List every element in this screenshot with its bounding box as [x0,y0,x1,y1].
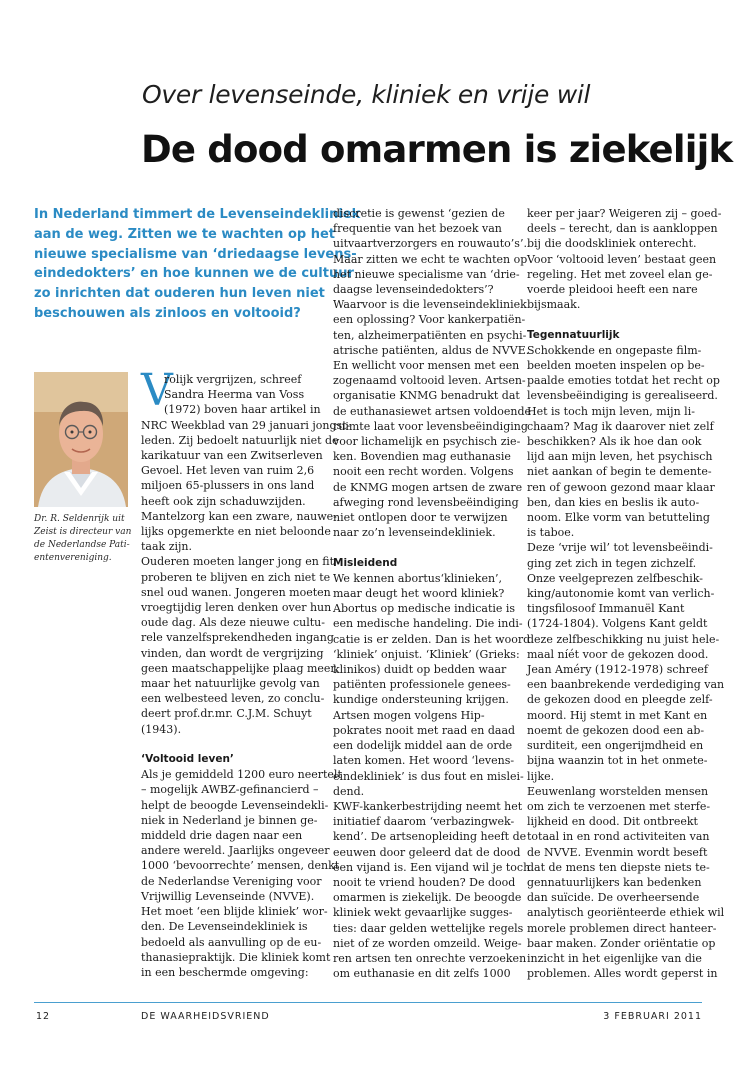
caption-line: entenvereniging. [34,553,112,563]
subhead-tegennatuurlijk: Tegennatuurlijk [527,328,620,341]
text-line: een medische handeling. Die indi- [333,617,523,631]
text-line: omarmen is ziekelijk. De beoogde [333,891,522,905]
text-line: vinden, dan wordt de vergrijzing [141,646,324,660]
text-line: baar maken. Zonder oriëntatie op [527,936,716,950]
text-line: thanasiepraktijk. Die kliniek komt [141,950,331,964]
subhead-misleidend: Misleidend [333,556,398,569]
text-line: niek in Nederland je binnen ge- [141,813,318,827]
text-line: naar zo’n levenseindekliniek. [333,526,496,540]
text-line: gennatuurlijkers kan bedenken [527,875,702,889]
text-line: Waarvoor is die levenseindekliniek [333,298,527,312]
text-line: rolijk vergrijzen, schreef [164,373,302,386]
text-line: daagse levenseindedokters’? [333,283,494,297]
text-line: andere wereld. Jaarlijks ongeveer [141,844,330,858]
text-line: een dodelijk middel aan de orde [333,739,513,753]
text-line: dan suïcide. De overheersende [527,891,700,905]
text-line: We kennen abortus‘klinieken’, [333,571,503,585]
text-line: voerde pleidooi heeft een nare [527,283,698,297]
text-line: het nieuwe specialisme van ‘drie- [333,267,520,281]
text-line: ben, dan kies en beslis ik auto- [527,495,700,509]
text-line: taak zijn. [141,540,193,554]
text-line: heeft ook zijn schaduwzijden. [141,494,306,508]
text-line: Het is toch mijn leven, mijn li- [527,404,695,418]
text-line: keer per jaar? Weigeren zij – goed- [527,207,722,220]
text-line: kend’. De artsenopleiding heeft de [333,830,527,844]
text-line: leden. Zij bedoelt natuurlijk niet de [141,433,339,447]
subhead-voltooid-leven: ‘Voltooid leven’ [141,753,234,766]
article-column-2 [333,206,531,981]
text-line: paalde emoties totdat het recht op [527,374,720,388]
text-line: deert prof.dr.mr. C.J.M. Schuyt [141,707,312,721]
text-line: klinikos) duidt op bedden waar [333,663,507,677]
col1-body [141,767,350,980]
text-line: bijsmaak. [527,298,581,312]
footer-rule [34,1002,702,1003]
lead-line: aan de weg. Zitten we te wachten op het [34,226,335,242]
text-line: kundige ondersteuning krijgen. [333,693,509,707]
text-line: dat de mens ten diepste niets te- [527,860,710,874]
text-line: laten komen. Het woord ‘levens- [333,754,515,768]
text-line: problemen. Alles wordt geperst in [527,967,718,981]
text-line: Als je gemiddeld 1200 euro neertelt [141,768,342,782]
caption-line: de Nederlandse Pati- [34,540,130,550]
text-line: Gevoel. Het leven van ruim 2,6 [141,464,315,478]
text-line: Abortus op medische indicatie is [333,602,516,616]
text-line: (1943). [141,722,182,736]
text-line: tingsfilosoof Immanuël Kant [527,602,685,616]
text-line: middeld drie dagen naar een [141,829,303,843]
text-line: deels – terecht, dan is aankloppen [527,222,718,236]
col3-part2 [527,343,724,982]
text-line: een vijand is. Een vijand wil je toch [333,860,531,874]
text-line: Jean Améry (1912-1978) schreef [527,663,708,677]
author-portrait-image [34,372,128,507]
issue-date: 3 FEBRUARI 2011 [603,1011,702,1022]
text-line: de NVVE. Evenmin wordt beseft [527,845,708,859]
text-line: Schokkende en ongepaste film- [527,343,702,357]
text-line: een welbesteed leven, zo conclu- [141,692,325,706]
text-line: niet of ze worden omzeild. Weige- [333,936,522,950]
lead-line: zo inrichten dat ouderen hun leven niet [34,286,325,302]
text-line: vroegtijdig leren denken over hun [141,601,332,615]
text-line: frequentie van het bezoek van [333,222,502,236]
text-line: den. De Levenseindekliniek is [141,920,308,934]
text-line: rele vanzelfsprekendheden ingang [141,631,334,645]
text-line: bijna waanzin tot in het onmete- [527,754,708,768]
article-column-1 [141,372,350,980]
text-line: Voor ‘voltooid leven’ bestaat geen [527,252,717,266]
col3-part1 [527,206,724,312]
text-line: regeling. Het met zoveel elan ge- [527,267,713,281]
text-line: Vrijwillig Levenseinde (NVVE). [141,889,315,903]
text-line: king/autonomie komt van verlich- [527,587,715,601]
text-line: maal níét voor de gekozen dood. [527,647,709,661]
text-line: inzicht in het eigenlijke van die [527,951,702,965]
text-line: ging zet zich in tegen zichzelf. [527,556,697,570]
text-line: kliniek wekt gevaarlijke sugges- [333,906,513,920]
text-line: proberen te blijven en zich niet te [141,570,331,584]
text-line: lijke. [527,769,555,783]
text-line: een baanbrekende verdediging van [527,678,725,692]
text-line: miljoen 65-plussers in ons land [141,479,315,493]
text-line: – mogelijk AWBZ-gefinancierd – [141,783,319,797]
text-line: afweging rond levensbeëindiging [333,495,519,509]
text-line: niet ontlopen door te verwijzen [333,511,508,525]
lead-paragraph [34,205,361,324]
caption-line: Dr. R. Seldenrijk uit [34,514,125,524]
text-line: ‘kliniek’ onjuist. ‘Kliniek’ (Grieks: [333,647,520,661]
caption-line: Zeist is directeur van [34,527,132,537]
text-line: deze zelfbeschikking nu juist hele- [527,632,720,646]
text-line: morele problemen direct hanteer- [527,921,717,935]
text-line: chaam? Mag ik daarover niet zelf [527,419,714,433]
text-line: maar het natuurlijke gevolg van [141,677,320,691]
text-line: de gekozen dood en pleegde zelf- [527,693,713,707]
text-line: de euthanasiewet artsen voldoende [333,404,531,418]
text-line: is taboe. [527,526,575,540]
page-number: 12 [36,1011,51,1022]
text-line: KWF-kankerbestrijding neemt het [333,799,523,813]
text-line: Ouderen moeten langer jong en fit [141,555,335,569]
col1-intro [141,372,350,737]
text-line: snel oud wanen. Jongeren moeten [141,585,331,599]
text-line: En wellicht voor mensen met een [333,359,520,373]
text-line: ren of gewoon gezond maar klaar [527,480,715,494]
text-line: zogenaamd voltooid leven. Artsen- [333,374,526,388]
text-line: ren artsen ten onrechte verzoeken [333,951,527,965]
text-line: totaal in en rond activiteiten van [527,830,710,844]
text-line: analytisch georiënteerde ethiek wil [527,906,725,920]
text-line: Onze veelgeprezen zelfbeschik- [527,571,703,585]
text-line: geen maatschappelijke plaag meer, [141,661,338,675]
text-line: nooit een recht worden. Volgens [333,465,514,479]
text-line: Deze ‘vrije wil’ tot levensbeëindi- [527,541,713,555]
text-line: eindekliniek’ is dus fout en mislei- [333,769,524,783]
text-line: nooit te vriend houden? De dood [333,875,516,889]
text-line: levensbeëindiging is gerealiseerd. [527,389,718,403]
text-line: bedoeld als aanvulling op de eu- [141,935,322,949]
text-line: patiënten professionele genees- [333,678,511,692]
text-line: ruimte laat voor levensbeëindiging [333,419,528,433]
text-line: (1724-1804). Volgens Kant geldt [527,617,708,631]
text-line: de Nederlandse Vereniging voor [141,874,322,888]
text-line: ten, alzheimerpatiënten en psychi- [333,328,527,342]
text-line: de KNMG mogen artsen de zware [333,480,523,494]
text-line: Eeuwenlang worstelden mensen [527,784,709,798]
text-line: beschikken? Als ik hoe dan ook [527,435,702,449]
text-line: om euthanasie en dit zelfs 1000 [333,967,511,981]
text-line: een oplossing? Voor kankerpatiën- [333,313,526,327]
col2-part2 [333,571,531,981]
text-line: lijd aan mijn leven, het psychisch [527,450,713,464]
publication-name: DE WAARHEIDSVRIEND [141,1011,270,1022]
author-photo [34,372,128,507]
text-line: helpt de beoogde Levenseindekli- [141,798,329,812]
drop-cap: V [141,365,173,416]
text-line: uitvaartverzorgers en rouwauto’s’. [333,237,527,251]
article-kicker: Over levenseinde, kliniek en vrije wil [142,80,591,109]
lead-line: eindedokters’ en hoe kunnen we de cultuur [34,266,354,282]
text-line: ties: daar gelden wettelijke regels [333,921,524,935]
text-line: Artsen mogen volgens Hip- [333,708,485,722]
text-line: moord. Hij stemt in met Kant en [527,708,708,722]
col2-part1 [333,206,531,540]
text-line: dend. [333,784,365,798]
text-line: oude dag. Als deze nieuwe cultu- [141,616,325,630]
text-line: 1000 ‘bevoorrechte’ mensen, denkt [141,859,340,873]
text-line: om zich te verzoenen met sterfe- [527,799,711,813]
text-line: Sandra Heerma van Voss [164,388,305,402]
lead-line: beschouwen als zinloos en voltooid? [34,305,301,321]
article-column-3 [527,206,724,981]
text-line: NRC Weekblad van 29 januari jongst- [141,418,351,432]
text-line: (1972) boven haar artikel in [164,403,321,417]
text-line: ken. Bovendien mag euthanasie [333,450,511,464]
text-line: organisatie KNMG benadrukt dat [333,389,520,403]
lead-line: In Nederland timmert de Levenseindekliniek [34,207,361,222]
text-line: niet aankan of begin te demente- [527,465,712,479]
text-line: eeuwen door geleerd dat de dood [333,845,521,859]
text-line: beelden moeten inspelen op be- [527,359,705,373]
lead-line: nieuwe specialisme van ‘driedaagse levens- [34,246,357,262]
text-line: maar deugt het woord kliniek? [333,587,505,601]
text-line: bij die doodskliniek onterecht. [527,237,697,251]
text-line: Maar zitten we echt te wachten op [333,252,528,266]
text-line: karikatuur van een Zwitserleven [141,449,323,463]
text-line: lijks opgemerkte en niet beloonde [141,525,331,539]
text-line: Mantelzorg kan een zware, nauwe- [141,509,337,523]
article-headline: De dood omarmen is ziekelijk [141,128,733,171]
text-line: noom. Elke vorm van betutteling [527,511,710,525]
text-line: in een beschermde omgeving: [141,965,309,979]
text-line: atrische patiënten, aldus de NVVE. [333,343,530,357]
photo-caption [34,513,134,565]
text-line: voor lichamelijk en psychisch zie- [333,435,521,449]
text-line: pokrates nooit met raad en daad [333,723,516,737]
text-line: initiatief daarom ‘verbazingwek- [333,815,515,829]
text-line: noemt de gekozen dood een ab- [527,723,705,737]
text-line: surditeit, een ongerijmdheid en [527,739,704,753]
text-line: catie is er zelden. Dan is het woord [333,632,531,646]
text-line: Het moet ‘een blijde kliniek’ wor- [141,905,328,919]
text-line: lijkheid en dood. Dit ontbreekt [527,815,698,829]
text-line: discretie is gewenst ‘gezien de [333,207,505,220]
